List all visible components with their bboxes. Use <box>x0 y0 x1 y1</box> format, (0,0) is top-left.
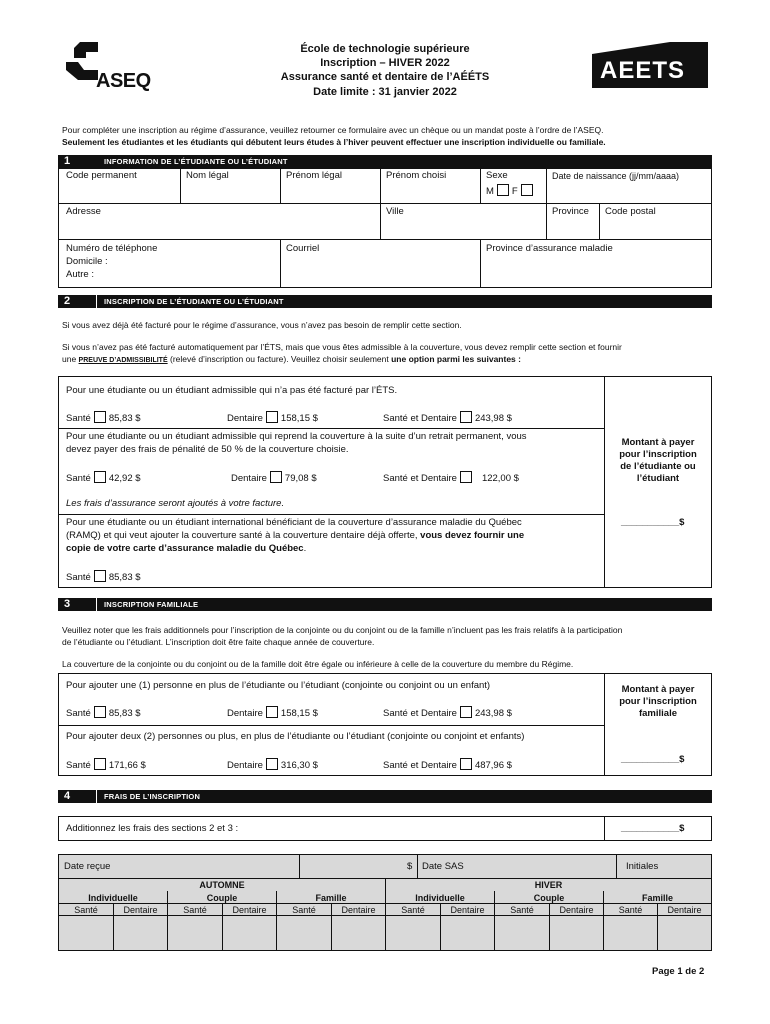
code-postal-field[interactable]: Code postal <box>605 206 656 217</box>
s2-opt3-b-bold: vous devez fournir une <box>420 530 525 541</box>
col-sante: Santé <box>510 905 534 915</box>
s3-opt1-sd-amount: 243,98 $ <box>474 708 512 719</box>
col-sante: Santé <box>401 905 425 915</box>
s2-opt3-sante-label: Santé <box>66 572 91 583</box>
section2-p1: Si vous avez déjà été facturé pour le régime d’assurance, vous n’avez pas besoin de remplir cette section. <box>62 320 462 330</box>
s3-opt1-sante <box>66 706 141 720</box>
s3-montant-2: pour l’inscription <box>619 696 697 707</box>
date-naissance-field[interactable]: Date de naissance (jj/mm/aaaa) <box>552 171 680 181</box>
sexe-f-label: F <box>511 186 518 197</box>
section3-header <box>58 598 712 611</box>
p2b-bold: une option parmi les suivantes : <box>391 354 521 364</box>
section1-form <box>58 168 712 288</box>
inscription-title: Inscription – HIVER 2022 <box>320 57 450 69</box>
section4-total <box>58 816 712 841</box>
s2-opt1-sante-amount: 85,83 $ <box>108 413 141 424</box>
office-use-table <box>58 854 712 951</box>
p2b-pre: une <box>62 354 79 364</box>
s4-total-field[interactable]: ___________$ <box>621 823 685 834</box>
section1-header <box>58 155 712 168</box>
s2-opt1-sd <box>383 411 512 425</box>
s2-opt2-dentaire-amount: 79,08 $ <box>284 473 317 484</box>
s3-opt1-sd-label: Santé et Dentaire <box>383 708 457 719</box>
ville-field[interactable]: Ville <box>386 206 404 217</box>
s3-montant-1: Montant à payer <box>621 684 695 695</box>
s3-opt2-sd-label: Santé et Dentaire <box>383 760 457 771</box>
s2-opt3-c-bold: copie de votre carte d’assurance maladie du Québec <box>66 543 304 554</box>
province-field[interactable]: Province <box>552 206 589 217</box>
section1-number: 1 <box>64 155 71 167</box>
sexe-options <box>486 184 536 198</box>
s2-opt2-sante <box>66 471 141 485</box>
s3-opt1-sd-checkbox[interactable] <box>460 706 472 718</box>
s2-opt2-dentaire-label: Dentaire <box>231 473 267 484</box>
s3-opt1-dentaire-label: Dentaire <box>227 708 263 719</box>
s2-opt2-sante-label: Santé <box>66 473 91 484</box>
s2-opt2-sd <box>383 471 519 485</box>
section3-p1b: de l’étudiante ou l’étudiant. L’inscription doit être faite chaque année de couverture. <box>62 637 375 647</box>
deadline: Date limite : 31 janvier 2022 <box>313 86 457 98</box>
section4-title: FRAIS DE L’INSCRIPTION <box>104 792 201 801</box>
s2-opt1-sd-amount: 243,98 $ <box>474 413 512 424</box>
s2-montant-label <box>605 437 711 485</box>
s2-note: Les frais d’assurance seront ajoutés à votre facture. <box>66 498 285 509</box>
s3-opt1-dentaire <box>227 706 318 720</box>
s2-opt1-dentaire-checkbox[interactable] <box>266 411 278 423</box>
s2-opt3-sante-amount: 85,83 $ <box>108 572 141 583</box>
s2-opt3-sante-checkbox[interactable] <box>94 570 106 582</box>
s2-opt2-sd-label: Santé et Dentaire <box>383 473 457 484</box>
automne-couple: Couple <box>206 893 238 903</box>
s3-opt1-dentaire-checkbox[interactable] <box>266 706 278 718</box>
s3-opt2-sd-amount: 487,96 $ <box>474 760 512 771</box>
assurance-title: Assurance santé et dentaire de l’AÉÉTS <box>280 71 490 83</box>
preuve-admissibilite-link: PREUVE D’ADMISSIBILITÉ <box>78 357 168 364</box>
province-assurance-field[interactable]: Province d’assurance maladie <box>486 243 613 254</box>
s2-opt1-dentaire-label: Dentaire <box>227 413 263 424</box>
intro-line1: Pour compléter une inscription au régime d’assurance, veuillez retourner ce formulaire avec un chèque ou un mandat poste à l’ordre de l’ASEQ. <box>62 125 604 135</box>
section2-p2a: Si vous n’avez pas été facturé automatiquement par l’ÉTS, mais que vous êtes admissible à la couverture, vous devez remplir cette section et fournir <box>62 342 622 352</box>
s3-opt2-sante-label: Santé <box>66 760 91 771</box>
aseq-logo <box>64 40 164 96</box>
col-dentaire: Dentaire <box>123 905 158 915</box>
s2-opt2-text-a: Pour une étudiante ou un étudiant admissible qui reprend la couverture à la suite d’un retrait permanent, vous <box>66 431 527 442</box>
s2-montant-field[interactable]: ___________$ <box>621 517 685 528</box>
date-sas-field[interactable]: Date SAS <box>422 861 464 872</box>
col-dentaire: Dentaire <box>450 905 485 915</box>
section2-number: 2 <box>64 295 71 307</box>
s2-opt2-dentaire <box>231 471 317 485</box>
header-titles <box>220 42 550 100</box>
s2-opt3-b-pre: (RAMQ) et qui veut ajouter la couverture santé à la couverture dentaire déjà offerte, <box>66 530 421 541</box>
sexe-m-checkbox[interactable] <box>497 184 509 196</box>
s3-opt1-dentaire-amount: 158,15 $ <box>280 708 318 719</box>
s3-opt2-sd <box>383 758 512 772</box>
section3-title: INSCRIPTION FAMILIALE <box>104 600 199 609</box>
s2-opt3-text-b <box>66 530 524 542</box>
s3-montant-label <box>605 684 711 720</box>
s2-opt3-text-c <box>66 543 306 555</box>
s2-montant-1: Montant à payer <box>621 437 695 448</box>
section2-p2b <box>62 354 722 366</box>
col-dentaire: Dentaire <box>559 905 594 915</box>
telephone-label: Numéro de téléphone <box>66 243 158 254</box>
col-sante: Santé <box>183 905 207 915</box>
s3-montant-3: familiale <box>638 708 678 719</box>
section3-number: 3 <box>64 598 71 610</box>
s3-opt2-dentaire-amount: 316,30 $ <box>280 760 318 771</box>
col-dentaire: Dentaire <box>232 905 267 915</box>
date-recue-field[interactable]: Date reçue <box>64 861 111 872</box>
col-sante: Santé <box>74 905 98 915</box>
s3-opt1-sd <box>383 706 512 720</box>
s2-opt1-sd-checkbox[interactable] <box>460 411 472 423</box>
s2-opt3-text-a: Pour une étudiante ou un étudiant international bénéficiant de la couverture d’assurance maladie du Québec <box>66 517 522 528</box>
dollar-field[interactable]: $ <box>407 861 413 872</box>
p2b-mid: (relevé d’inscription ou facture). Veuillez choisir seulement <box>167 354 392 364</box>
page-number: Page 1 de 2 <box>652 966 705 977</box>
prenom-legal-field[interactable]: Prénom légal <box>286 170 342 181</box>
section2-options <box>58 376 712 588</box>
s3-opt2-sante <box>66 758 146 772</box>
s2-opt1-dentaire <box>227 411 318 425</box>
autre-field[interactable]: Autre : <box>66 269 94 280</box>
s3-opt1-sante-amount: 85,83 $ <box>108 708 141 719</box>
s3-opt1-sante-checkbox[interactable] <box>94 706 106 718</box>
hiver-couple: Couple <box>533 893 565 903</box>
aseq-logo-text: ASEQ <box>96 70 151 92</box>
section3-p2: La couverture de la conjointe ou du conjoint ou de la famille doit être égale ou inférieure à celle de la couverture du membre du Régime. <box>62 659 574 669</box>
s2-opt2-dentaire-checkbox[interactable] <box>270 471 282 483</box>
s2-opt1-sante <box>66 411 141 425</box>
intro-line2: Seulement les étudiantes et les étudiants qui débutent leurs études à l’hiver peuvent effectuer une inscription individuelle ou familiale. <box>62 137 606 147</box>
s2-opt2-sd-checkbox[interactable] <box>460 471 472 483</box>
s3-opt2-dentaire-checkbox[interactable] <box>266 758 278 770</box>
s2-opt2-sante-amount: 42,92 $ <box>108 473 141 484</box>
section3-p1a: Veuillez noter que les frais additionnels pour l’inscription de la conjointe ou du conjoint ou de la famille n’incluent pas les frais relatifs à la participation <box>62 625 623 635</box>
hiver-label: HIVER <box>534 880 563 890</box>
automne-famille: Famille <box>315 893 347 903</box>
hiver-individuelle: Individuelle <box>415 893 465 903</box>
s2-opt1-sante-checkbox[interactable] <box>94 411 106 423</box>
s2-opt2-sante-checkbox[interactable] <box>94 471 106 483</box>
s3-opt2-sante-amount: 171,66 $ <box>108 760 146 771</box>
prenom-choisi-field[interactable]: Prénom choisi <box>386 170 447 181</box>
section4-header <box>58 790 712 803</box>
automne-individuelle: Individuelle <box>88 893 138 903</box>
aeets-logo-text: AEETS <box>600 57 686 84</box>
s4-text: Additionnez les frais des sections 2 et 3 : <box>66 823 239 834</box>
s2-opt2-sd-amount: 122,00 $ <box>481 473 519 484</box>
s3-opt2-sd-checkbox[interactable] <box>460 758 472 770</box>
col-sante: Santé <box>618 905 643 915</box>
col-dentaire: Dentaire <box>667 905 702 915</box>
s2-opt1-sante-label: Santé <box>66 413 91 424</box>
s3-montant-field[interactable]: ___________$ <box>621 754 685 765</box>
s2-opt1-text: Pour une étudiante ou un étudiant admissible qui n’a pas été facturé par l’ÉTS. <box>66 385 398 396</box>
s2-montant-2: pour l’inscription <box>619 449 697 460</box>
section4-number: 4 <box>64 790 71 802</box>
s3-opt2-dentaire <box>227 758 318 772</box>
s2-montant-3: de l’étudiante ou <box>620 461 696 472</box>
section2-header <box>58 295 712 308</box>
col-dentaire: Dentaire <box>341 905 376 915</box>
s3-opt1-sante-label: Santé <box>66 708 91 719</box>
col-sante: Santé <box>292 905 316 915</box>
s3-opt1-text: Pour ajouter une (1) personne en plus de l’étudiante ou l’étudiant (conjointe ou conjoint ou un enfant) <box>66 680 491 691</box>
domicile-field[interactable]: Domicile : <box>66 256 108 267</box>
aeets-logo <box>590 40 710 90</box>
s2-opt1-dentaire-amount: 158,15 $ <box>280 413 318 424</box>
automne-label: AUTOMNE <box>199 880 245 890</box>
code-permanent-field[interactable]: Code permanent <box>66 170 137 181</box>
s3-opt2-dentaire-label: Dentaire <box>227 760 263 771</box>
sexe-label: Sexe <box>486 170 508 181</box>
sexe-f-checkbox[interactable] <box>521 184 533 196</box>
sexe-m-label: M <box>486 186 494 197</box>
s2-opt1-sd-label: Santé et Dentaire <box>383 413 457 424</box>
s3-opt2-text: Pour ajouter deux (2) personnes ou plus, en plus de l’étudiante ou l’étudiant (conjointe ou conjoint et enfants) <box>66 731 525 742</box>
hiver-famille: Famille <box>641 893 673 903</box>
s2-opt2-text-b: devez payer des frais de pénalité de 50 % de la couverture choisie. <box>66 444 349 455</box>
initiales-field[interactable]: Initiales <box>626 861 659 872</box>
s2-opt3-sante <box>66 570 141 584</box>
s3-opt2-sante-checkbox[interactable] <box>94 758 106 770</box>
section3-options <box>58 673 712 776</box>
s2-opt3-c-end: . <box>303 543 307 554</box>
courriel-field[interactable]: Courriel <box>286 243 320 254</box>
s2-montant-4: l’étudiant <box>636 473 680 484</box>
section2-title: INSCRIPTION DE L’ÉTUDIANTE OU L’ÉTUDIANT <box>104 297 284 306</box>
nom-legal-field[interactable]: Nom légal <box>186 170 229 181</box>
school-name: École de technologie supérieure <box>300 43 470 55</box>
section1-title: INFORMATION DE L’ÉTUDIANTE OU L’ÉTUDIANT <box>104 157 288 166</box>
adresse-field[interactable]: Adresse <box>66 206 101 217</box>
